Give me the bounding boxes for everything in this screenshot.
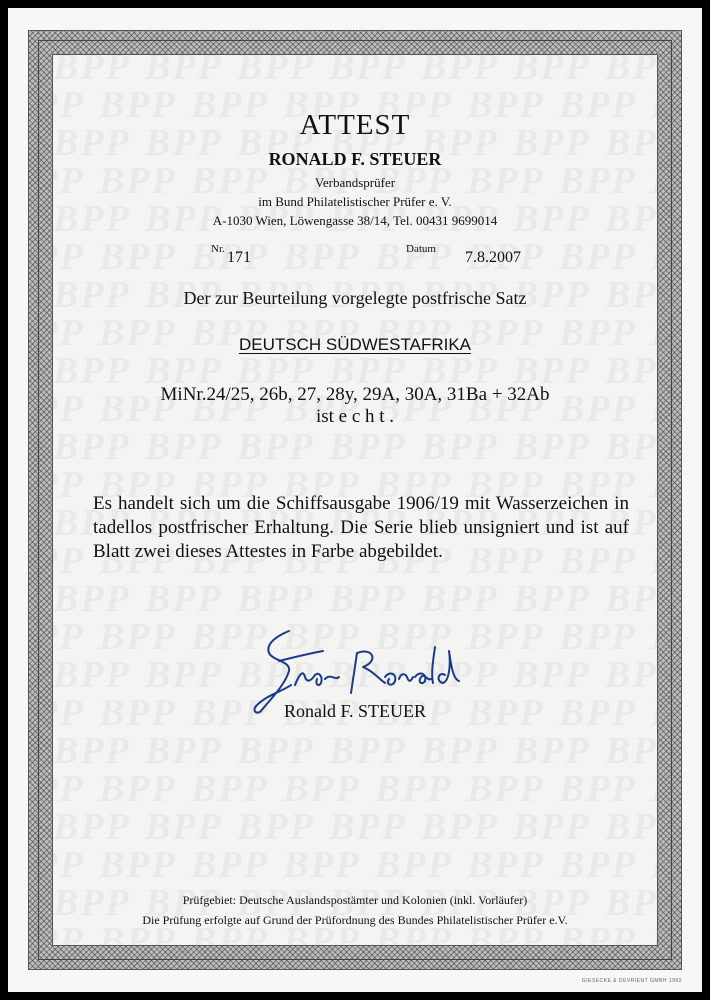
territory-heading: DEUTSCH SÜDWESTAFRIKA [238,335,472,354]
nr-label: Nr. [211,243,225,255]
intro-text: Der zur Beurteilung vorgelegte postfrische Satz [183,288,527,308]
certificate-title: ATTEST [299,109,411,141]
datum-label: Datum [406,243,436,255]
examiner-address: A-1030 Wien, Löwengasse 38/14, Tel. 00431 9699014 [212,213,498,228]
signature-printed-name: Ronald F. STEUER [283,701,427,721]
datum-value: 7.8.2007 [465,249,521,266]
printer-imprint: GIESECKE & DEVRIENT GMBH 1992 [581,978,682,984]
footer-rules: Die Prüfung erfolgte auf Grund der Prüfordnung des Bundes Philatelistischer Prüfer e.V. [142,913,568,927]
footer-scope: Prüfgebiet: Deutsche Auslandspostämter und Kolonien (inkl. Vorläufer) [182,893,528,907]
catalogue-numbers: MiNr.24/25, 26b, 27, 28y, 29A, 30A, 31Ba + 32Ab [160,384,550,405]
territory-wrap [53,335,657,355]
certificate-paper [8,8,702,992]
certificate-field [52,54,658,946]
examiner-association: im Bund Philatelistischer Prüfer e. V. [258,194,452,209]
examiner-role: Verbandsprüfer [314,175,396,190]
examiner-name: RONALD F. STEUER [268,149,442,169]
nr-value: 171 [227,249,251,266]
verdict-text: ist e c h t . [315,406,395,427]
description-paragraph: Es handelt sich um die Schiffsausgabe 1906/19 mit Wasserzeichen in tadellos postfrischer Erhaltung. Die Serie blieb unsigniert und ist auf Blatt zwei dieses Attestes in Farbe abgebildet. [93,493,629,562]
